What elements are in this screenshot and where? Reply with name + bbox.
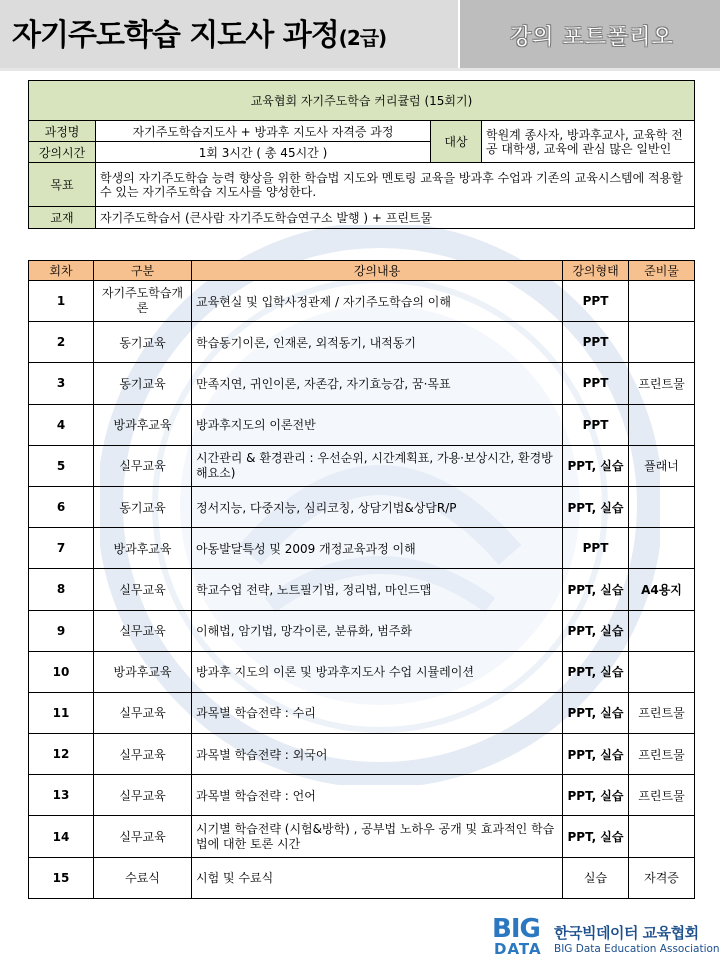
session-materials: 프린트물 [629, 734, 695, 775]
table-row [29, 404, 695, 445]
table-row [29, 775, 695, 816]
header-session: 회차 [29, 261, 94, 281]
session-number: 1 [29, 281, 94, 322]
session-content: 시험 및 수료식 [192, 857, 563, 898]
session-number: 6 [29, 486, 94, 527]
session-category: 실무교육 [94, 569, 192, 610]
session-category: 실무교육 [94, 775, 192, 816]
header-divider [0, 68, 720, 71]
session-content: 이해법, 암기법, 망각이론, 분류화, 범주화 [192, 610, 563, 651]
session-materials: 플래너 [629, 445, 695, 486]
session-category: 실무교육 [94, 692, 192, 733]
session-category: 방과후교육 [94, 528, 192, 569]
title-panel [0, 0, 458, 68]
session-materials [629, 486, 695, 527]
table-row [29, 651, 695, 692]
course-value: 자기주도학습지도사 + 방과후 지도사 자격증 과정 [96, 121, 431, 142]
title-text: 자기주도학습 지도사 과정 [12, 18, 339, 53]
session-format: PPT, 실습 [563, 445, 629, 486]
session-number: 15 [29, 857, 94, 898]
session-number: 14 [29, 816, 94, 857]
session-materials: 프린트물 [629, 692, 695, 733]
portfolio-panel [460, 0, 720, 68]
session-number: 9 [29, 610, 94, 651]
session-content: 과목별 학습전략 : 언어 [192, 775, 563, 816]
course-label: 과정명 [29, 121, 96, 142]
session-format: PPT [563, 363, 629, 404]
session-format: PPT [563, 528, 629, 569]
session-format: PPT, 실습 [563, 734, 629, 775]
table-row [29, 445, 695, 486]
session-format: PPT [563, 404, 629, 445]
session-number: 5 [29, 445, 94, 486]
session-content: 방과후 지도의 이론 및 방과후지도사 수업 시뮬레이션 [192, 651, 563, 692]
session-content: 시간관리 & 환경관리 : 우선순위, 시간계획표, 가용·보상시간, 환경방해요소) [192, 445, 563, 486]
session-format: PPT [563, 322, 629, 363]
target-label: 대상 [431, 121, 482, 163]
session-materials: A4용지 [629, 569, 695, 610]
session-category: 동기교육 [94, 322, 192, 363]
table-row [29, 857, 695, 898]
table-row [29, 528, 695, 569]
portfolio-label: 강의 포트폴리오 [510, 25, 674, 50]
session-number: 4 [29, 404, 94, 445]
header-materials: 준비물 [629, 261, 695, 281]
session-number: 8 [29, 569, 94, 610]
session-number: 12 [29, 734, 94, 775]
session-materials [629, 528, 695, 569]
table-row [29, 322, 695, 363]
session-category: 실무교육 [94, 816, 192, 857]
session-content: 방과후지도의 이론전반 [192, 404, 563, 445]
schedule-header-row [29, 261, 695, 281]
session-materials [629, 816, 695, 857]
session-category: 동기교육 [94, 486, 192, 527]
logo-data-text: DATA [494, 940, 542, 958]
book-value: 자기주도학습서 (큰사람 자기주도학습연구소 발행 ) + 프린트물 [96, 207, 695, 229]
session-content: 교육현실 및 입학사정관제 / 자기주도학습의 이해 [192, 281, 563, 322]
table-row [29, 363, 695, 404]
session-number: 7 [29, 528, 94, 569]
book-label: 교재 [29, 207, 96, 229]
target-value: 학원계 종사자, 방과후교사, 교육학 전공 대학생, 교육에 관심 많은 일반인 [482, 121, 695, 163]
session-materials [629, 610, 695, 651]
session-content: 학교수업 전략, 노트필기법, 정리법, 마인드맵 [192, 569, 563, 610]
session-format: PPT [563, 281, 629, 322]
session-category: 실무교육 [94, 610, 192, 651]
session-content: 학습동기이론, 인재론, 외적동기, 내적동기 [192, 322, 563, 363]
session-content: 과목별 학습전략 : 수리 [192, 692, 563, 733]
session-materials [629, 651, 695, 692]
title-grade: (2급) [338, 26, 387, 50]
association-logo [492, 916, 720, 960]
session-format: PPT, 실습 [563, 610, 629, 651]
session-category: 방과후교육 [94, 404, 192, 445]
session-category: 실무교육 [94, 445, 192, 486]
time-value: 1회 3시간 ( 총 45시간 ) [96, 142, 431, 163]
header-format: 강의형태 [563, 261, 629, 281]
goal-label: 목표 [29, 163, 96, 207]
time-label: 강의시간 [29, 142, 96, 163]
logo-big-text: BIG [492, 914, 540, 944]
session-number: 2 [29, 322, 94, 363]
session-content: 아동발달특성 및 2009 개정교육과정 이해 [192, 528, 563, 569]
page-header [0, 0, 720, 68]
table-row [29, 486, 695, 527]
session-content: 과목별 학습전략 : 외국어 [192, 734, 563, 775]
session-materials: 자격증 [629, 857, 695, 898]
course-info-table [28, 80, 695, 229]
session-format: PPT, 실습 [563, 486, 629, 527]
table-row [29, 816, 695, 857]
session-content: 만족지연, 귀인이론, 자존감, 자기효능감, 꿈·목표 [192, 363, 563, 404]
session-number: 11 [29, 692, 94, 733]
session-number: 3 [29, 363, 94, 404]
session-materials [629, 404, 695, 445]
session-category: 방과후교육 [94, 651, 192, 692]
session-number: 10 [29, 651, 94, 692]
page-title [12, 10, 386, 54]
session-category: 자기주도학습개론 [94, 281, 192, 322]
session-number: 13 [29, 775, 94, 816]
session-materials [629, 281, 695, 322]
session-format: PPT, 실습 [563, 775, 629, 816]
session-category: 동기교육 [94, 363, 192, 404]
header-category: 구분 [94, 261, 192, 281]
session-category: 수료식 [94, 857, 192, 898]
schedule-table [28, 260, 695, 899]
session-format: PPT, 실습 [563, 692, 629, 733]
table-row [29, 692, 695, 733]
session-materials [629, 322, 695, 363]
session-format: PPT, 실습 [563, 569, 629, 610]
session-format: PPT, 실습 [563, 651, 629, 692]
header-content: 강의내용 [192, 261, 563, 281]
session-format: 실습 [563, 857, 629, 898]
logo-korean-name: 한국빅데이터 교육협회 [554, 924, 699, 942]
session-content: 시기별 학습전략 (시험&방학) , 공부법 노하우 공개 및 효과적인 학습법에 대한 토론 시간 [192, 816, 563, 857]
session-format: PPT, 실습 [563, 816, 629, 857]
goal-value: 학생의 자기주도학습 능력 향상을 위한 학습법 지도와 멘토링 교육을 방과후 수업과 기존의 교육시스템에 적용할 수 있는 자기주도학습 지도사를 양성한다. [96, 163, 695, 207]
table-row [29, 281, 695, 322]
session-category: 실무교육 [94, 734, 192, 775]
logo-english-name: BIG Data Education Association [554, 943, 720, 955]
table-row [29, 610, 695, 651]
table-row [29, 569, 695, 610]
curriculum-title: 교육협회 자기주도학습 커리큘럼 (15회기) [29, 81, 695, 121]
session-content: 정서지능, 다중지능, 심리코칭, 상담기법&상담R/P [192, 486, 563, 527]
session-materials: 프린트물 [629, 363, 695, 404]
table-row [29, 734, 695, 775]
session-materials: 프린트물 [629, 775, 695, 816]
